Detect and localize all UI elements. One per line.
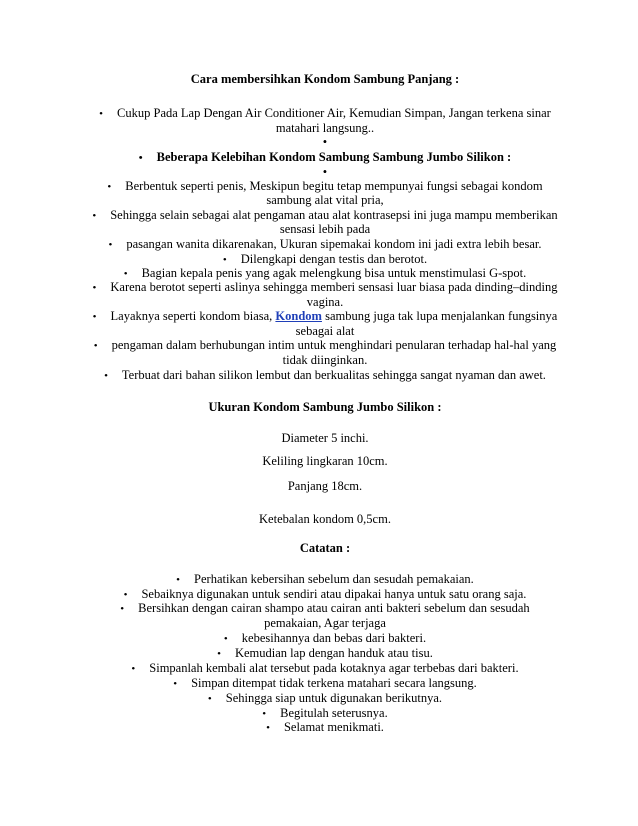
bullet-icon: • — [120, 603, 125, 615]
bullet-icon: • — [123, 589, 128, 601]
size-line: Panjang 18cm. — [287, 479, 363, 493]
list-item: • kebesihannya dan bebas dari bakteri. — [223, 631, 427, 645]
list-item: • Sehingga siap untuk digunakan berikutnya. — [207, 691, 443, 705]
list-item-continuation: pemakaian, Agar terjaga — [264, 616, 386, 630]
list-item: • Perhatikan kebersihan sebelum dan sesudah pemakaian. — [176, 572, 474, 586]
bullet-icon: • — [92, 210, 97, 222]
size-heading: Ukuran Kondom Sambung Jumbo Silikon : — [208, 400, 442, 414]
list-item: • Bersihkan dengan cairan shampo atau cairan anti bakteri sebelum dan sesudah — [120, 601, 530, 615]
list-heading: • Beberapa Kelebihan Kondom Sambung Sambung Jumbo Silikon : — [138, 150, 512, 164]
list-item-continuation: sebagai alat — [295, 324, 355, 338]
list-item-continuation: matahari langsung.. — [275, 121, 375, 135]
size-line: Keliling lingkaran 10cm. — [262, 454, 388, 468]
list-item: • Sehingga selain sebagai alat pengaman atau alat kontrasepsi ini juga mampu memberikan — [92, 208, 558, 222]
bullet-icon: • — [123, 268, 128, 280]
list-item: • Cukup Pada Lap Dengan Air Conditioner Air, Kemudian Simpan, Jangan terkena sinar — [99, 106, 551, 120]
list-item: • Berbentuk seperti penis, Meskipun begitu tetap mempunyai fungsi sebagai kondom — [107, 179, 543, 193]
bullet-icon: • — [131, 663, 136, 675]
size-line: Ketebalan kondom 0,5cm. — [259, 512, 391, 526]
list-item: • Bagian kepala penis yang agak melengkung bisa untuk menstimulasi G-spot. — [123, 266, 527, 280]
bullet-icon: • — [322, 135, 328, 149]
list-item-continuation: sambung alat vital pria, — [266, 193, 384, 207]
list-item-continuation: tidak diinginkan. — [282, 353, 368, 367]
bullet-icon: • — [108, 239, 113, 251]
bullet-icon: • — [173, 678, 178, 690]
list-item-continuation: sensasi lebih pada — [279, 222, 371, 236]
bullet-icon: • — [92, 311, 97, 323]
list-item: • Dilengkapi dengan testis dan berotot. — [222, 252, 428, 266]
bullet-icon: • — [104, 370, 108, 382]
list-item: • Begitulah seterusnya. — [262, 706, 388, 720]
list-item: • Karena berotot seperti aslinya sehingga memberi sensasi luar biasa pada dinding–dinding — [92, 280, 558, 294]
list-item: • pengaman dalam berhubungan intim untuk menghindari penularan terhadap hal-hal yang — [93, 338, 557, 352]
bullet-icon: • — [107, 181, 112, 193]
list-item: • pasangan wanita dikarenakan, Ukuran sipemakai kondom ini jadi extra lebih besar. — [108, 237, 542, 251]
list-item: • Terbuat dari bahan silikon lembut dan berkualitas sehingga sangat nyaman dan awet. — [104, 368, 546, 382]
list-item-continuation: vagina. — [306, 295, 344, 309]
list-item: • Simpan ditempat tidak terkena matahari secara langsung. — [173, 676, 477, 690]
bullet-icon: • — [266, 722, 270, 734]
bullet-icon: • — [222, 254, 227, 266]
size-line: Diameter 5 inchi. — [281, 431, 369, 445]
bullet-icon: • — [207, 693, 212, 705]
bullet-icon: • — [223, 633, 228, 645]
bullet-icon: • — [92, 282, 97, 294]
bullet-icon: • — [217, 648, 221, 660]
list-item: • Layaknya seperti kondom biasa, Kondom sambung juga tak lupa menjalankan fungsinya — [92, 309, 558, 323]
bullet-icon: • — [262, 708, 267, 720]
bullet-icon: • — [93, 340, 98, 352]
kondom-link[interactable]: Kondom — [275, 309, 322, 323]
bullet-icon: • — [138, 152, 143, 164]
notes-heading: Catatan : — [299, 541, 351, 555]
bullet-icon: • — [322, 165, 328, 179]
list-item: • Sebaiknya digunakan untuk sendiri atau dipakai hanya untuk satu orang saja. — [123, 587, 527, 601]
bullet-icon: • — [99, 108, 104, 120]
list-item: • Kemudian lap dengan handuk atau tisu. — [217, 646, 433, 660]
bullet-icon: • — [176, 574, 181, 586]
page-title: Cara membersihkan Kondom Sambung Panjang : — [190, 72, 460, 86]
list-item: • Selamat menikmati. — [266, 720, 384, 734]
list-item: • Simpanlah kembali alat tersebut pada kotaknya agar terbebas dari bakteri. — [131, 661, 519, 675]
